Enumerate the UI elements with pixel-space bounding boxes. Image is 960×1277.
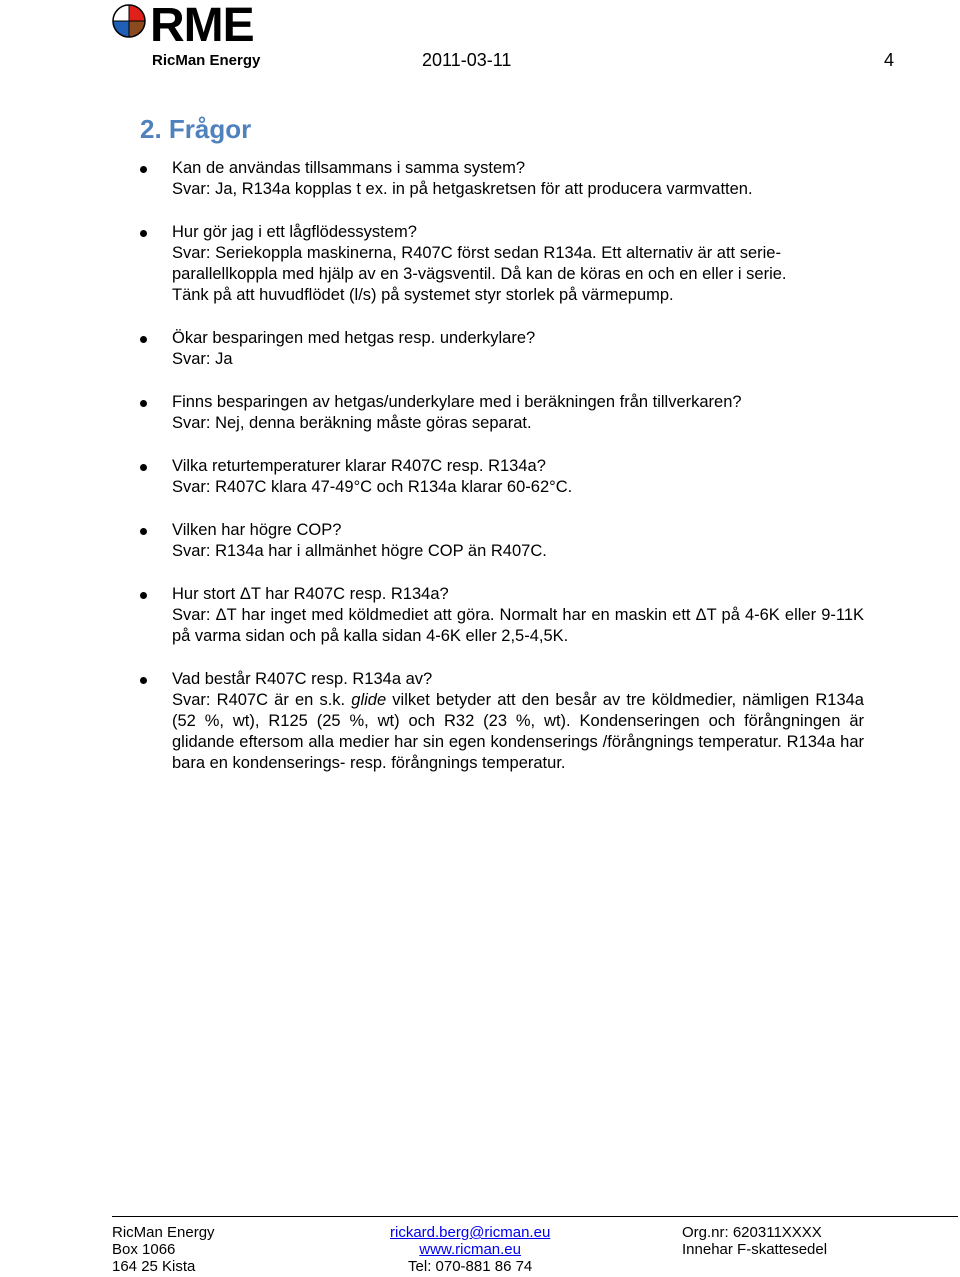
qa-item [140,520,864,562]
logo-circle-icon [112,4,146,38]
answer: Svar: Seriekoppla maskinerna, R407C först sedan R134a. Ett alternativ är att serie-parallellkoppla med hjälp av en 3-vägsventil. Då kan de köras en och en eller i serie. [172,244,787,283]
footer-divider [112,1216,958,1217]
bullet-icon [140,592,147,599]
answer-text: vilket betyder att den besår av tre köldmedier, nämligen R134a (52 %, wt), R125 (25 %, wt) och R32 (23 %, wt). Kondenseringen och förångningen är glidande eftersom alla medier har sin egen kondenserings /förångnings temperatur. R134a har bara en kondenserings- resp. förångnings temperatur. [172,691,864,772]
page-header [0,0,960,90]
page-number: 4 [884,50,895,70]
answer: Svar: ΔT har inget med köldmediet att göra. Normalt har en maskin ett ΔT på 4-6K eller 9-11K på varma sidan och på kalla sidan 4-6K eller 2,5-4,5K. [172,606,864,645]
bullet-icon [140,336,147,343]
question: Hur stort ΔT har R407C resp. R134a? [172,585,449,603]
question: Vilka returtemperaturer klarar R407C resp. R134a? [172,457,546,475]
footer-phone: Tel: 070-881 86 74 [408,1258,533,1275]
footer-tax: Innehar F-skattesedel [682,1241,828,1258]
answer-note: Tänk på att huvudflödet (l/s) på systemet styr storlek på värmepump. [172,286,674,304]
question: Vilken har högre COP? [172,521,342,539]
logo-text: RME [150,0,254,52]
qa-item [140,669,864,774]
qa-item [140,328,864,370]
answer: Svar: Ja, R134a kopplas t ex. in på hetgaskretsen för att producera varmvatten. [172,180,753,198]
logo-subtitle: RicMan Energy [152,52,261,69]
header-date: 2011-03-11 [422,50,512,70]
qa-item [140,392,864,434]
question: Kan de användas tillsammans i samma system? [172,159,526,177]
qa-item [140,158,864,200]
web-link[interactable]: www.ricman.eu [419,1241,521,1258]
bullet-icon [140,166,147,173]
answer: Svar: R407C klara 47-49°C och R134a klarar 60-62°C. [172,478,573,496]
bullet-icon [140,528,147,535]
footer-company: RicMan Energy [112,1224,215,1241]
question: Ökar besparingen med hetgas resp. underkylare? [172,329,536,347]
footer-orgnr: Org.nr: 620311XXXX [682,1224,822,1241]
qa-item [140,456,864,498]
answer: Svar: R134a har i allmänhet högre COP än R407C. [172,542,547,560]
qa-item [140,584,864,647]
bullet-icon [140,464,147,471]
bullet-icon [140,230,147,237]
footer-legal [682,1224,827,1258]
page-footer [0,1212,960,1277]
answer: Svar: Ja [172,350,233,368]
email-link[interactable]: rickard.berg@ricman.eu [390,1224,551,1241]
bullet-icon [140,400,147,407]
footer-postal: 164 25 Kista [112,1258,196,1275]
bullet-icon [140,677,147,684]
answer: Svar: Nej, denna beräkning måste göras separat. [172,414,532,432]
answer-text: Svar: R407C är en s.k. [172,691,352,709]
document-body [140,112,864,796]
footer-address [112,1224,215,1275]
footer-box: Box 1066 [112,1241,176,1258]
qa-item [140,222,864,306]
qa-list [140,158,864,774]
section-heading: 2. Frågor [140,114,252,144]
question: Finns besparingen av hetgas/underkylare med i beräkningen från tillverkaren? [172,393,742,411]
answer-emphasis: glide [351,691,387,709]
footer-contact [390,1224,550,1275]
question: Vad består R407C resp. R134a av? [172,670,433,688]
answer [172,690,864,774]
company-logo [112,0,272,70]
question: Hur gör jag i ett lågflödessystem? [172,223,417,241]
